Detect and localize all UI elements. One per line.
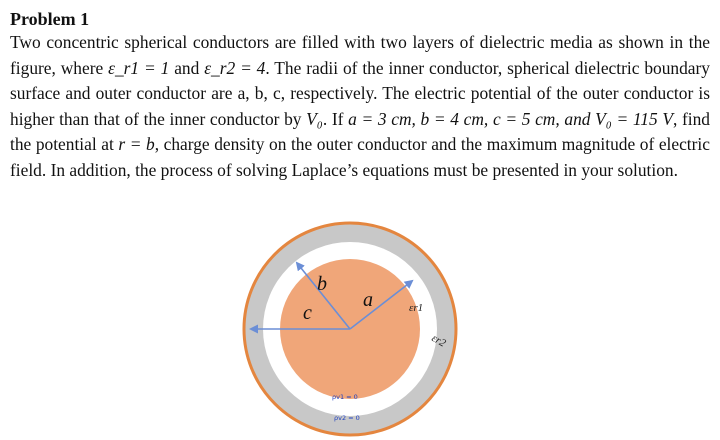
text-segment-4: , find the potential at <box>10 108 710 154</box>
label-eps-r2: εr2 <box>429 332 448 350</box>
problem-title: Problem 1 <box>10 9 90 29</box>
label-c: c <box>303 302 312 324</box>
text-segment-1: Two concentric spherical conductors are filled with two layers of dielectric media as shown in the figure, where <box>10 32 710 78</box>
v0-symbol: V₀ <box>306 108 323 129</box>
label-a: a <box>363 289 373 311</box>
label-eps-r1: εr1 <box>409 302 424 314</box>
text-segment-3: . If <box>322 108 349 129</box>
given-values: a = 3 cm, b = 4 cm, c = 5 cm, and V₀ = 115 V <box>348 108 673 129</box>
label-b: b <box>317 273 327 295</box>
problem-document <box>10 8 710 183</box>
eps-r2-equation: ε_r2 = 4 <box>204 57 266 78</box>
eps-r1-equation: ε_r1 = 1 <box>108 57 170 78</box>
problem-statement <box>10 30 710 183</box>
concentric-spheres-figure <box>235 218 485 438</box>
charge-density-note-2: ρv2 = 0 <box>334 414 360 422</box>
text-and: and <box>169 57 205 78</box>
text-segment-2: . The radii of the inner conductor, spherical dielectric boundary surface and outer conductor are a, b, c, respectively. The electric potential of the outer conductor is higher than that of the inner conductor by <box>10 57 710 129</box>
charge-density-note-1: ρv1 = 0 <box>332 393 358 401</box>
text-segment-5: , charge density on the outer conductor and the maximum magnitude of electric field. In addition, the process of solving Laplace’s equations must be presented in your solution. <box>10 134 710 180</box>
r-equals-b: r = b <box>118 134 155 154</box>
